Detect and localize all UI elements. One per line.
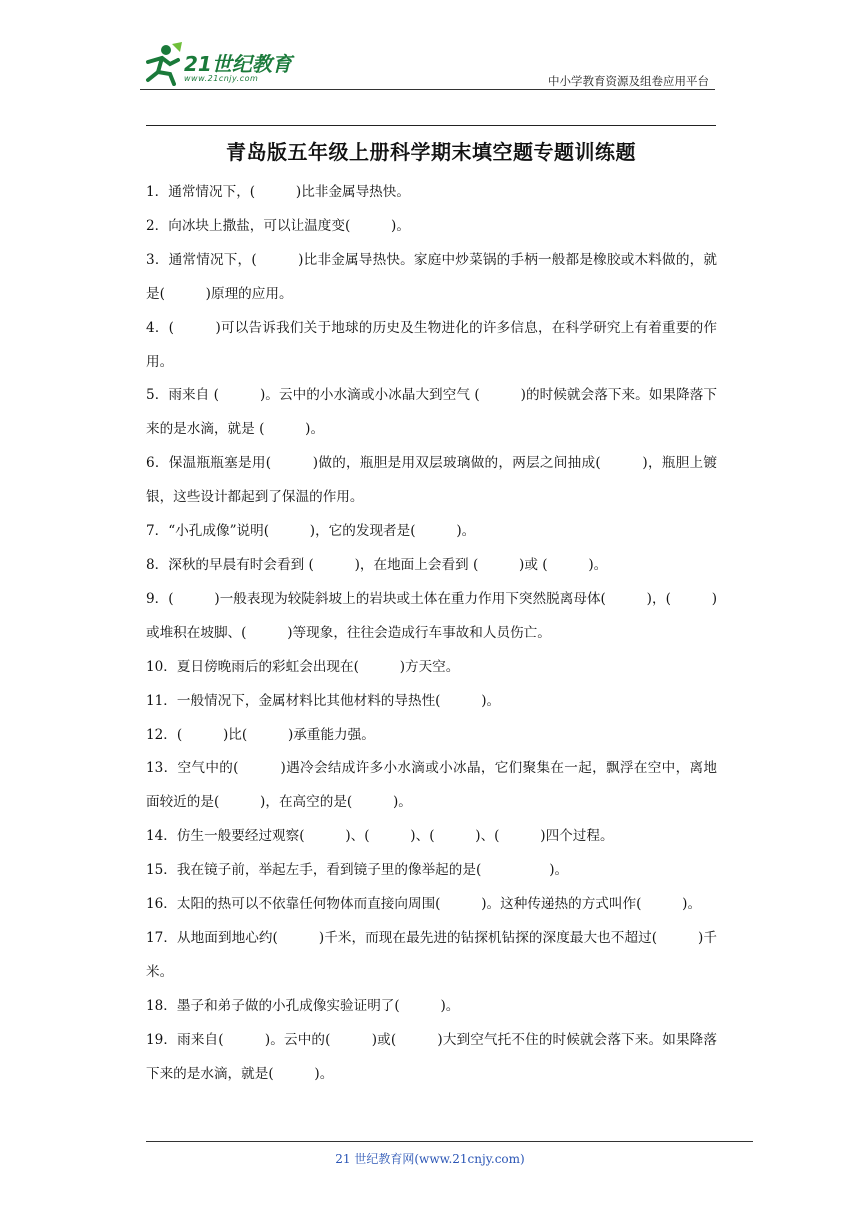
question-item: 15．我在镜子前，举起左手，看到镜子里的像举起的是( )。	[146, 862, 569, 879]
page-title: 青岛版五年级上册科学期末填空题专题训练题	[226, 140, 636, 164]
question-item: 16．太阳的热可以不依靠任何物体而直接向周围( )。这种传递热的方式叫作( )。	[146, 896, 702, 913]
question-item: 11．一般情况下，金属材料比其他材料的导热性( )。	[146, 692, 501, 709]
question-item: 7．“小孔成像”说明( )，它的发现者是( )。	[146, 523, 476, 540]
question-item: 6．保温瓶瓶塞是用( )做的，瓶胆是用双层玻璃做的，两层之间抽成( )，瓶胆上镀银，这些设计都起到了保温的作用。	[146, 455, 717, 506]
question-item: 19．雨来自( )。云中的( )或( )大到空气托不住的时候就会落下来。如果降落下来的是水滴，就是( )。	[146, 1031, 717, 1082]
logo-url: www.21cnjy.com	[184, 74, 259, 83]
title-divider	[146, 125, 716, 126]
question-item: 5．雨来自 ( )。云中的小水滴或小冰晶大到空气 ( )的时候就会落下来。如果降落下来的是水滴，就是 ( )。	[146, 387, 717, 438]
footer-link[interactable]: 21 世纪教育网(www.21cnjy.com)	[335, 1152, 525, 1166]
question-item: 12．( )比( )承重能力强。	[146, 726, 375, 743]
question-item: 17．从地面到地心约( )千米，而现在最先进的钻探机钻探的深度最大也不超过( )千米。	[146, 929, 717, 980]
logo	[140, 40, 320, 92]
question-item: 4．( )可以告诉我们关于地球的历史及生物进化的许多信息，在科学研究上有着重要的作用。	[146, 319, 717, 370]
question-item: 3．通常情况下，( )比非金属导热快。家庭中炒菜锅的手柄一般都是橡胶或木料做的，就是( )原理的应用。	[146, 251, 717, 302]
page-header	[140, 40, 715, 92]
question-item: 8．深秋的早晨有时会看到 ( )，在地面上会看到 ( )或 ( )。	[146, 556, 608, 573]
footer-divider	[146, 1141, 753, 1142]
question-item: 10．夏日傍晚雨后的彩虹会出现在( )方天空。	[146, 658, 460, 675]
header-divider	[140, 89, 715, 90]
question-item: 18．墨子和弟子做的小孔成像实验证明了( )。	[146, 997, 460, 1014]
question-list	[146, 176, 717, 1091]
question-item: 9．( )一般表现为较陡斜坡上的岩块或土体在重力作用下突然脱离母体( )，( )或堆积在坡脚、( )等现象，往往会造成行车事故和人员伤亡。	[146, 590, 717, 641]
runner-logo-icon	[140, 40, 184, 86]
question-item: 1．通常情况下，( )比非金属导热快。	[146, 184, 410, 200]
question-item: 13．空气中的( )遇冷会结成许多小水滴或小冰晶，它们聚集在一起，飘浮在空中，离地面较近的是( )，在高空的是( )。	[146, 760, 717, 811]
question-item: 14．仿生一般要经过观察( )、( )、( )、( )四个过程。	[146, 828, 614, 845]
question-item: 2．向冰块上撒盐，可以让温度变( )。	[146, 217, 410, 234]
platform-tagline: 中小学教育资源及组卷应用平台	[548, 74, 709, 88]
logo-text: 21世纪教育	[184, 52, 292, 76]
